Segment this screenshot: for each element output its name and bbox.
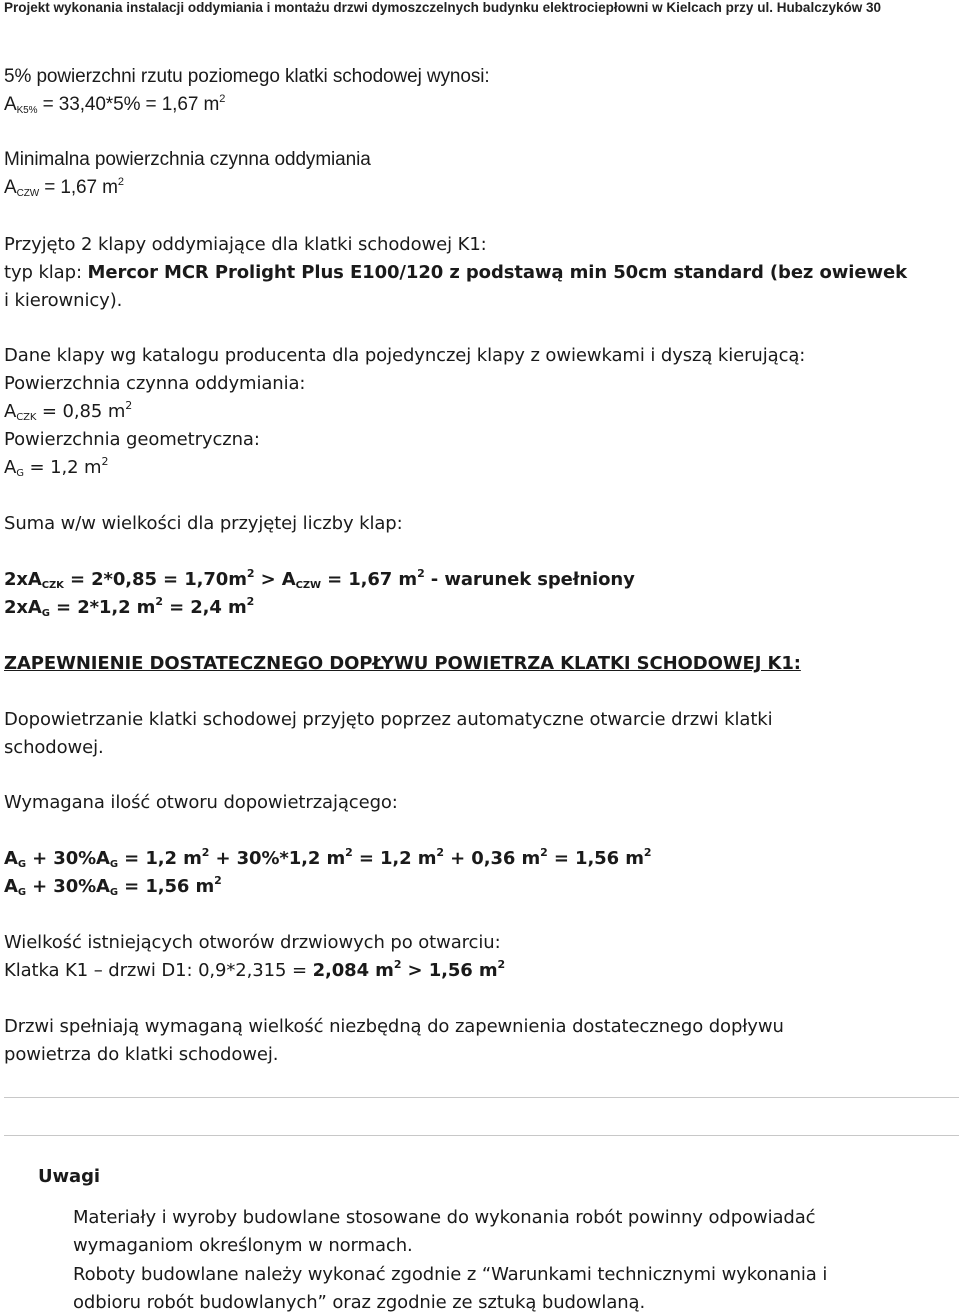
p7-s2: G [109,859,118,870]
p4-czk-formula [4,401,132,422]
f1-b: = 2*0,85 = 1,70m [63,569,247,590]
p2-sym: A [4,177,17,198]
f2-sub: G [41,608,50,619]
uwagi-line2: wymaganiom określonym w normach. [73,1235,413,1256]
p4-czk-expr: = 0,85 m [36,401,126,422]
f2-sup2: 2 [246,595,255,608]
p3-line2-prefix: typ klap: [4,262,88,283]
p2-intro: Minimalna powierzchnia czynna oddymiania [4,149,371,170]
p7-a3: = 1,2 m [118,848,202,869]
p2-expr: = 1,67 m [39,177,118,198]
p7-b2: + 30%A [25,876,110,897]
p8-klatka-prefix: Klatka K1 – drzwi D1: 0,9*2,315 = [4,960,313,981]
p7-a4: + 30%*1,2 m [209,848,346,869]
p7-p4: 2 [540,846,548,859]
f1-a: 2xA [4,569,42,590]
p7-s1: G [17,859,26,870]
f1-e: - warunek spełniony [424,569,635,590]
p1-expr: = 33,40*5% = 1,67 m [37,94,220,115]
section-title: ZAPEWNIENIE DOSTATECZNEGO DOPŁYWU POWIETRZA KLATKI SCHODOWEJ K1: [4,653,801,674]
p9-line1: Drzwi spełniają wymaganą wielkość niezbędną do zapewnienia dostatecznego dopływu [4,1016,784,1037]
p6-wymagana: Wymagana ilość otworu dopowietrzającego: [4,792,398,813]
p7-b3: = 1,56 m [118,876,215,897]
p4-czk-sup: 2 [125,399,133,412]
f1-sub1: CZK [41,580,64,591]
p7-formula2 [4,876,222,897]
p8-klatka-sup1: 2 [393,958,402,971]
p6-line2: schodowej. [4,737,104,758]
p8-klatka-bold1: 2,084 m [312,960,394,981]
p1-sym: A [4,94,17,115]
divider-1 [4,1097,959,1098]
divider-2 [4,1135,959,1136]
p4-g-expr: = 1,2 m [23,457,102,478]
p8-klatka-sup2: 2 [497,958,506,971]
p1-intro: 5% powierzchni rzutu poziomego klatki schodowej wynosi: [4,66,490,87]
p4-g-formula [4,457,108,478]
uwagi-title: Uwagi [38,1166,100,1187]
p5-formula1 [4,569,635,590]
p1-sub: K5% [16,105,38,116]
p4-g-sub: G [16,468,24,479]
f1-c: > A [254,569,296,590]
p7-a7: = 1,56 m [547,848,644,869]
p7-p5: 2 [643,846,652,859]
f2-sup1: 2 [155,595,163,608]
p7-a1: A [4,848,18,869]
p4-g-sup: 2 [101,455,109,468]
p3-line1: Przyjęto 2 klapy oddymiające dla klatki schodowej K1: [4,234,487,255]
p1-formula [4,94,225,116]
p3-line2-bold: Mercor MCR Prolight Plus E100/120 z podstawą min 50cm standard (bez owiewek [87,262,907,283]
p7-b1: A [4,876,18,897]
document-header: Projekt wykonania instalacji oddymiania i montażu drzwi dymoszczelnych budynku elektrociepłowni w Kielcach przy ul. Hubalczyków 30 [4,0,881,15]
p7-a2: + 30%A [25,848,110,869]
p3-line2 [4,262,907,283]
p8-wielkosc: Wielkość istniejących otworów drzwiowych po otwarciu: [4,932,501,953]
p7-formula1 [4,848,651,869]
p4-czk-sym: A [4,401,17,422]
f2-b: = 2*1,2 m [49,597,156,618]
p4-czynna-label: Powierzchnia czynna oddymiania: [4,373,306,394]
p6-line1: Dopowietrzanie klatki schodowej przyjęto poprzez automatyczne otwarcie drzwi klatki [4,709,773,730]
p7-bp1: 2 [214,874,222,887]
uwagi-line3: Roboty budowlane należy wykonać zgodnie z “Warunkami technicznymi wykonania i [73,1264,828,1285]
uwagi-line4: odbioru robót budowlanych” oraz zgodnie ze sztuką budowlaną. [73,1292,646,1313]
p7-a5: = 1,2 m [352,848,437,869]
f2-a: 2xA [4,597,42,618]
p2-sub: CZW [16,188,40,199]
p3-line3: i kierownicy). [4,290,123,311]
p7-p1: 2 [201,846,210,859]
p4-geom-label: Powierzchnia geometryczna: [4,429,260,450]
p2-formula [4,177,124,199]
p8-klatka [4,960,505,981]
p4-czk-sub: CZK [16,412,37,423]
p1-sup: 2 [219,93,226,105]
p7-a6: + 0,36 m [443,848,541,869]
f1-sub2: CZW [295,580,321,591]
f1-d: = 1,67 m [320,569,418,590]
f2-c: = 2,4 m [162,597,247,618]
p4-g-sym: A [4,457,17,478]
p5-suma: Suma w/w wielkości dla przyjętej liczby klap: [4,513,403,534]
p5-formula2 [4,597,254,618]
p7-bs2: G [109,887,118,898]
p7-p2: 2 [345,846,353,859]
p8-klatka-bold2: > 1,56 m [401,960,498,981]
p7-bs1: G [17,887,26,898]
f1-sup1: 2 [246,567,255,580]
p7-p3: 2 [436,846,444,859]
p9-line2: powietrza do klatki schodowej. [4,1044,279,1065]
p2-sup: 2 [117,176,124,188]
p4-intro: Dane klapy wg katalogu producenta dla pojedynczej klapy z owiewkami i dyszą kierującą: [4,345,806,366]
uwagi-line1: Materiały i wyroby budowlane stosowane do wykonania robót powinny odpowiadać [73,1207,816,1228]
f1-sup2: 2 [417,567,425,580]
